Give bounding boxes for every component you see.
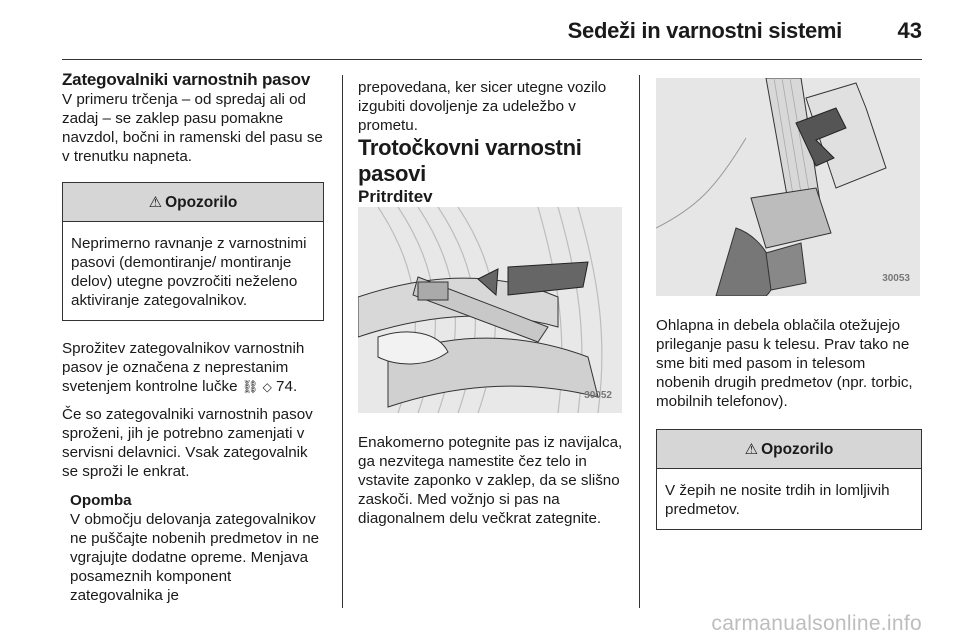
warning-text: V žepih ne nosite trdih in lomljivih predmetov. bbox=[665, 482, 890, 518]
header-rule bbox=[62, 59, 922, 60]
column-divider-1 bbox=[342, 75, 343, 608]
page-header bbox=[0, 0, 960, 60]
warning-title: Opozorilo bbox=[165, 193, 238, 211]
three-point-belt-heading: Trotočkovni varnostni pasovi bbox=[358, 135, 582, 186]
page-number: 43 bbox=[897, 18, 922, 43]
warning-triangle-icon: ⚠ bbox=[744, 440, 759, 458]
column-1 bbox=[62, 70, 324, 605]
warning-header bbox=[657, 430, 921, 469]
column-divider-2 bbox=[639, 75, 640, 608]
replacement-paragraph: Če so zategovalniki varnostnih pasov sproženi, jih je potrebno zamenjati v servisni delavnici. Vsak zategovalnik se sproži le enkrat. bbox=[62, 406, 313, 480]
page-reference-icon: ◇ bbox=[262, 380, 272, 394]
warning-title: Opozorilo bbox=[761, 440, 834, 458]
seatbelt-warning-light-icon: ⛓ bbox=[241, 379, 259, 394]
column-2 bbox=[358, 70, 624, 528]
column-3 bbox=[656, 70, 922, 548]
note-title: Opomba bbox=[70, 492, 132, 509]
warning-header bbox=[63, 183, 323, 222]
fastening-instructions: Enakomerno potegnite pas iz navijalca, ga nezvitega namestite čez telo in vstavite zaponko v zaklep, da se slišno zaskoči. Med vožnjo si pas na diagonalnem delu večkrat zategnite. bbox=[358, 434, 623, 527]
figure-number: 30053 bbox=[882, 273, 910, 284]
belt-fastening-illustration bbox=[358, 207, 622, 413]
figure-number: 30052 bbox=[584, 390, 612, 401]
warning-box bbox=[62, 182, 324, 321]
pretensioner-heading: Zategovalniki varnostnih pasov bbox=[62, 70, 311, 89]
warning-text: Neprimerno ravnanje z varnostnimi pasovi (demontiranje/ montiranje delov) utegne povzročiti neželeno aktiviranje zategovalnikov. bbox=[71, 235, 307, 309]
continued-text: prepovedana, ker sicer utegne vozilo izgubiti dovoljenje za udeležbo v prometu. bbox=[358, 79, 607, 134]
section-title: Sedeži in varnostni sistemi bbox=[567, 18, 842, 43]
pretensioner-intro: V primeru trčenja – od spredaj ali od zadaj – se zaklep pasu pomakne navzdol, bočni in ramenski del pasu se v trenutku napneta. bbox=[62, 91, 323, 165]
figure-belt-buckle bbox=[656, 78, 920, 296]
warning-box bbox=[656, 429, 922, 530]
note-text: V območju delovanja zategovalnikov ne puščajte nobenih predmetov in ne vgrajujte dodatne opreme. Menjava posameznih komponent zategovalnika je bbox=[70, 511, 320, 604]
clothing-advice: Ohlapna in debela oblačila otežujejo prileganje pasu k telesu. Prav tako ne sme biti med pasom in telesom nobenih drugih predmetov (npr. torbic, mobilnih telefonov). bbox=[656, 317, 913, 410]
belt-buckle-illustration bbox=[656, 78, 920, 296]
note-block bbox=[62, 491, 324, 605]
fastening-subheading: Pritrditev bbox=[358, 187, 433, 206]
watermark: carmanualsonline.info bbox=[711, 612, 922, 635]
warning-triangle-icon: ⚠ bbox=[148, 193, 163, 211]
trigger-indicator-text: Sprožitev zategovalnikov varnostnih pasov je označena z neprestanim svetenjem kontrolne lučke bbox=[62, 340, 305, 395]
figure-fastening-belt bbox=[358, 207, 622, 413]
page-reference: 74. bbox=[276, 378, 298, 395]
trigger-indicator-paragraph bbox=[62, 339, 324, 397]
